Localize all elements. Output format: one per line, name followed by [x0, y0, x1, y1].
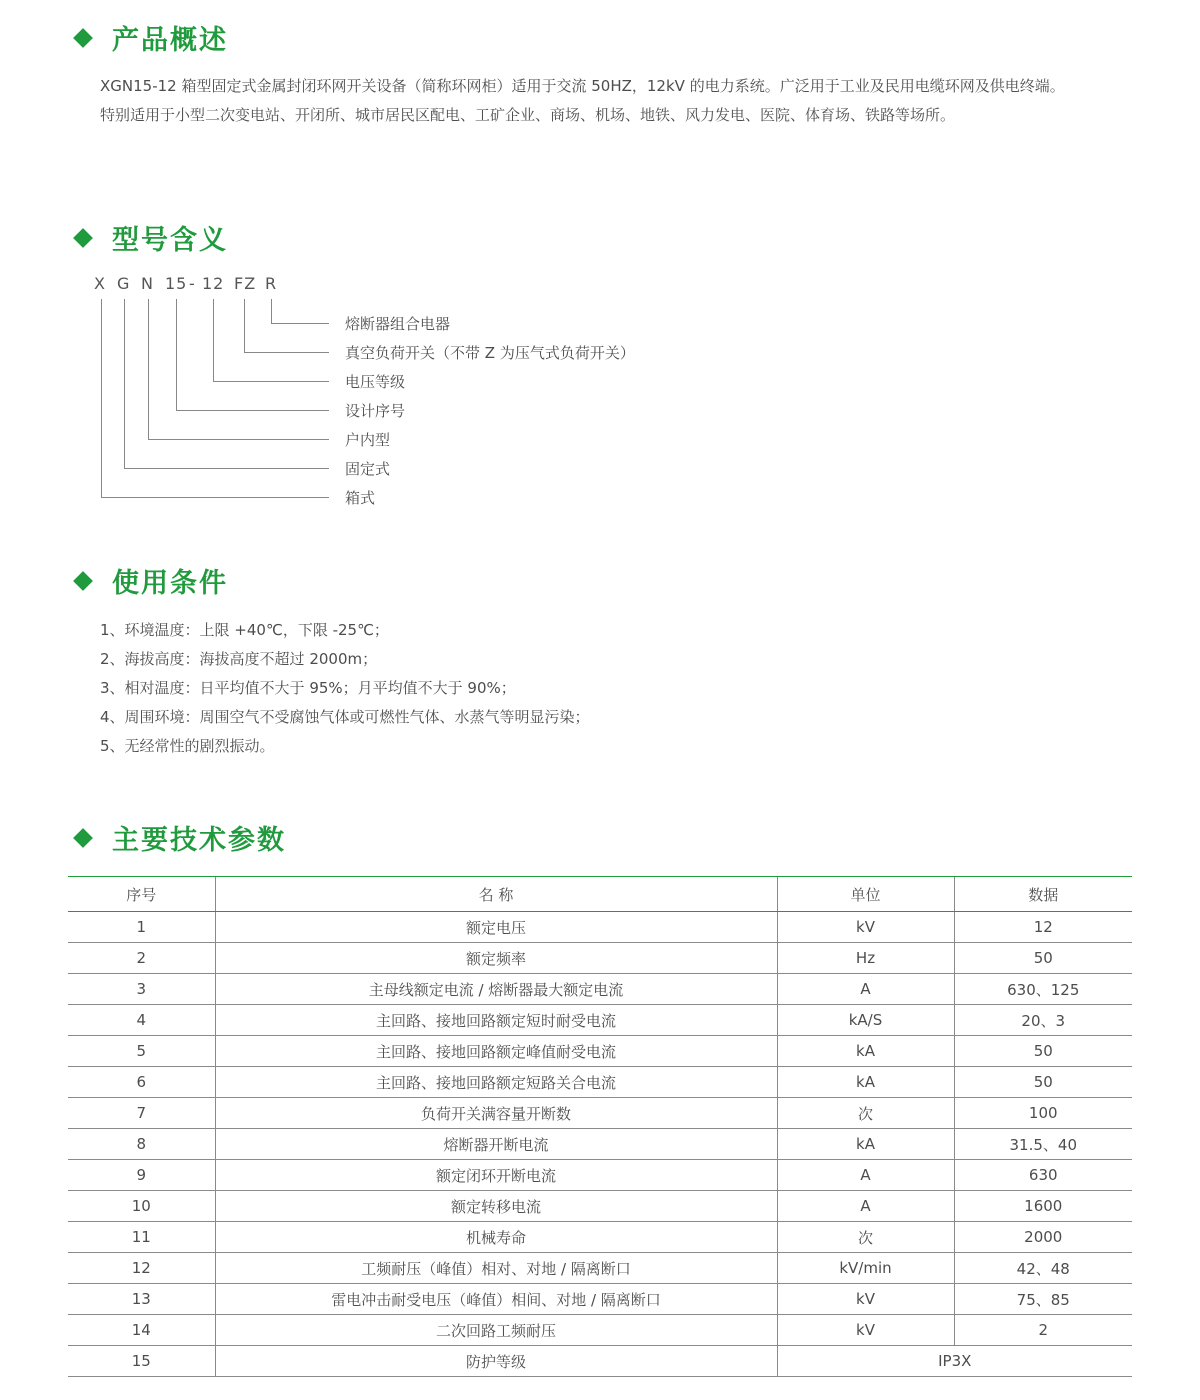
- overview-paragraph-2: 特别适用于小型二次变电站、开闭所、城市居民区配电、工矿企业、商场、机场、地铁、风力发电、医院、体育场、铁路等场所。: [100, 106, 956, 124]
- cell-name: 额定转移电流: [215, 1191, 777, 1222]
- cell-value: 1600: [954, 1191, 1132, 1222]
- cell-value: 100: [954, 1098, 1132, 1129]
- cell-unit: kA: [777, 1067, 954, 1098]
- cell-name: 主母线额定电流 / 熔断器最大额定电流: [215, 974, 777, 1005]
- diamond-bullet-icon: [73, 828, 93, 848]
- model-code-g: G: [117, 274, 131, 293]
- header-name: 名 称: [215, 877, 777, 912]
- cell-name: 额定电压: [215, 912, 777, 943]
- cell-index: 13: [68, 1284, 215, 1315]
- section-title-text: 使用条件: [112, 568, 228, 599]
- cell-index: 2: [68, 943, 215, 974]
- cell-index: 4: [68, 1005, 215, 1036]
- cell-index: 1: [68, 912, 215, 943]
- section-title-conditions: [70, 561, 228, 600]
- cell-index: 14: [68, 1315, 215, 1346]
- cell-index: 3: [68, 974, 215, 1005]
- params-table: [68, 876, 1132, 1377]
- model-label-fixed: 固定式: [345, 460, 391, 478]
- model-code-12: 12: [202, 274, 225, 293]
- cell-unit: Hz: [777, 943, 954, 974]
- model-code-n: N: [141, 274, 154, 293]
- cell-name: 工频耐压（峰值）相对、对地 / 隔离断口: [215, 1253, 777, 1284]
- table-row: [68, 1222, 1132, 1253]
- cell-unit: kV/min: [777, 1253, 954, 1284]
- cell-index: 15: [68, 1346, 215, 1377]
- condition-item: 5、无经常性的剧烈振动。: [100, 737, 275, 755]
- cell-name: 负荷开关满容量开断数: [215, 1098, 777, 1129]
- model-label-indoor: 户内型: [345, 431, 391, 449]
- section-title-text: 型号含义: [112, 225, 228, 256]
- cell-unit: A: [777, 974, 954, 1005]
- condition-item: 1、环境温度：上限 +40℃，下限 -25℃；: [100, 621, 389, 639]
- cell-unit: kA/S: [777, 1005, 954, 1036]
- cell-unit: 次: [777, 1098, 954, 1129]
- cell-value: 50: [954, 1067, 1132, 1098]
- model-code-fz: FZ: [234, 274, 257, 293]
- cell-name: 二次回路工频耐压: [215, 1315, 777, 1346]
- cell-index: 7: [68, 1098, 215, 1129]
- condition-item: 3、相对温度：日平均值不大于 95%；月平均值不大于 90%；: [100, 679, 516, 697]
- table-row: [68, 1129, 1132, 1160]
- table-row: [68, 974, 1132, 1005]
- cell-unit: A: [777, 1160, 954, 1191]
- cell-value: 2000: [954, 1222, 1132, 1253]
- table-row: [68, 1191, 1132, 1222]
- cell-index: 8: [68, 1129, 215, 1160]
- cell-name: 主回路、接地回路额定短路关合电流: [215, 1067, 777, 1098]
- table-header-row: [68, 877, 1132, 912]
- cell-value: 20、3: [954, 1005, 1132, 1036]
- cell-name: 额定闭环开断电流: [215, 1160, 777, 1191]
- cell-value: 2: [954, 1315, 1132, 1346]
- cell-index: 11: [68, 1222, 215, 1253]
- cell-name: 雷电冲击耐受电压（峰值）相间、对地 / 隔离断口: [215, 1284, 777, 1315]
- cell-unit: kA: [777, 1129, 954, 1160]
- section-title-overview: [70, 18, 228, 57]
- cell-unit: kV: [777, 912, 954, 943]
- overview-paragraph-1: XGN15-12 箱型固定式金属封闭环网开关设备（简称环网柜）适用于交流 50HZ，12kV 的电力系统。广泛用于工业及民用电缆环网及供电终端。: [100, 77, 1065, 95]
- cell-value: 75、85: [954, 1284, 1132, 1315]
- condition-item: 2、海拔高度：海拔高度不超过 2000m；: [100, 650, 378, 668]
- table-row: [68, 1160, 1132, 1191]
- cell-unit: A: [777, 1191, 954, 1222]
- diamond-bullet-icon: [73, 228, 93, 248]
- cell-index: 10: [68, 1191, 215, 1222]
- cell-value: IP3X: [777, 1346, 1132, 1377]
- cell-value: 50: [954, 1036, 1132, 1067]
- table-row: [68, 1005, 1132, 1036]
- model-label-fuse: 熔断器组合电器: [345, 315, 451, 333]
- condition-item: 4、周围环境：周围空气不受腐蚀气体或可燃性气体、水蒸气等明显污染；: [100, 708, 590, 726]
- header-unit: 单位: [777, 877, 954, 912]
- cell-value: 42、48: [954, 1253, 1132, 1284]
- cell-name: 额定频率: [215, 943, 777, 974]
- model-label-design: 设计序号: [345, 402, 406, 420]
- table-row: [68, 943, 1132, 974]
- table-row: [68, 1284, 1132, 1315]
- section-title-model: [70, 218, 228, 257]
- cell-name: 主回路、接地回路额定峰值耐受电流: [215, 1036, 777, 1067]
- table-row: [68, 912, 1132, 943]
- cell-name: 防护等级: [215, 1346, 777, 1377]
- section-title-text: 产品概述: [112, 25, 228, 56]
- cell-index: 6: [68, 1067, 215, 1098]
- table-row: [68, 1346, 1132, 1377]
- model-code-15: 15: [165, 274, 188, 293]
- cell-value: 50: [954, 943, 1132, 974]
- cell-unit: kV: [777, 1315, 954, 1346]
- bracket-line-x: [101, 299, 329, 498]
- table-body: [68, 912, 1132, 1377]
- section-title-text: 主要技术参数: [112, 825, 286, 856]
- table-row: [68, 1315, 1132, 1346]
- cell-name: 机械寿命: [215, 1222, 777, 1253]
- overview-text: [68, 72, 1128, 130]
- cell-value: 31.5、40: [954, 1129, 1132, 1160]
- header-index: 序号: [68, 877, 215, 912]
- table-row: [68, 1067, 1132, 1098]
- table-row: [68, 1098, 1132, 1129]
- cell-unit: 次: [777, 1222, 954, 1253]
- cell-name: 主回路、接地回路额定短时耐受电流: [215, 1005, 777, 1036]
- header-value: 数据: [954, 877, 1132, 912]
- cell-unit: kV: [777, 1284, 954, 1315]
- table-row: [68, 1036, 1132, 1067]
- cell-value: 630、125: [954, 974, 1132, 1005]
- model-label-vacuum-switch: 真空负荷开关（不带 Z 为压气式负荷开关）: [345, 344, 635, 362]
- model-label-voltage: 电压等级: [345, 373, 406, 391]
- cell-name: 熔断器开断电流: [215, 1129, 777, 1160]
- cell-index: 9: [68, 1160, 215, 1191]
- cell-unit: kA: [777, 1036, 954, 1067]
- diamond-bullet-icon: [73, 571, 93, 591]
- section-title-params: [70, 818, 286, 857]
- model-code-x: X: [94, 274, 106, 293]
- model-code-dash: -: [189, 274, 196, 293]
- cell-index: 12: [68, 1253, 215, 1284]
- cell-index: 5: [68, 1036, 215, 1067]
- table-row: [68, 1253, 1132, 1284]
- diamond-bullet-icon: [73, 28, 93, 48]
- conditions-list: [100, 616, 590, 761]
- cell-value: 12: [954, 912, 1132, 943]
- model-label-box: 箱式: [345, 489, 376, 507]
- model-code-r: R: [265, 274, 278, 293]
- cell-value: 630: [954, 1160, 1132, 1191]
